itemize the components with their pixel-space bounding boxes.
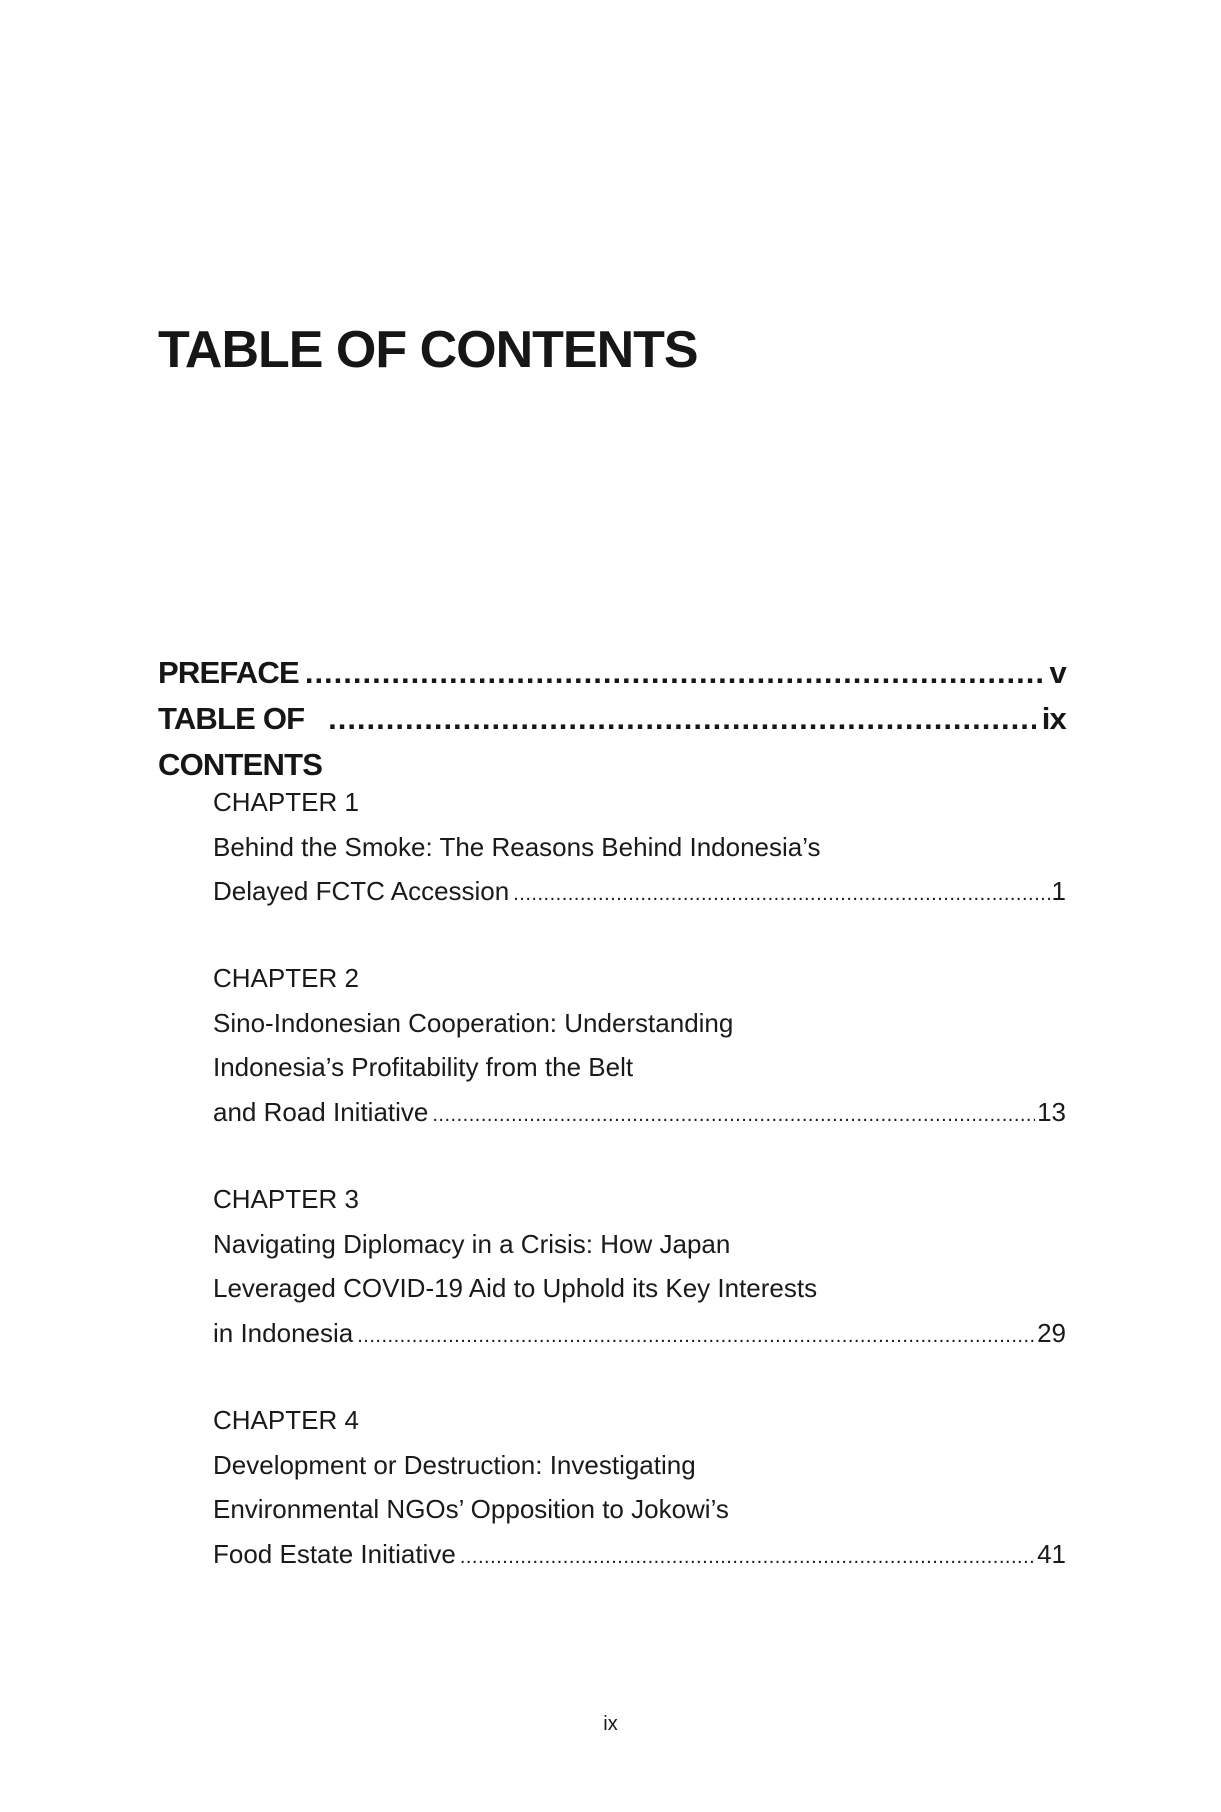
chapter-page: 29 xyxy=(1037,1317,1066,1348)
dot-leader xyxy=(357,1314,1035,1359)
chapter-entry-4[interactable] xyxy=(213,1398,1066,1579)
chapter-title-last-line xyxy=(213,1532,1066,1580)
chapter-title-line: Development or Destruction: Investigating xyxy=(213,1449,696,1480)
chapter-title-line: Environmental NGOs’ Opposition to Jokowi’s xyxy=(213,1494,729,1524)
toc-entry-page: ix xyxy=(1041,701,1066,736)
chapter-title-text: Food Estate Initiative xyxy=(213,1538,456,1569)
chapter-title-line: Behind the Smoke: The Reasons Behind Indonesia’s xyxy=(213,831,821,862)
chapter-title-line: Indonesia’s Profitability from the Belt xyxy=(213,1052,634,1082)
chapter-label: CHAPTER 3 xyxy=(213,1184,359,1214)
footer-page-number: ix xyxy=(603,1713,618,1735)
chapter-entry-1[interactable] xyxy=(213,780,1066,917)
toc-entry-page: v xyxy=(1049,655,1066,690)
chapter-label: CHAPTER 1 xyxy=(213,787,359,817)
toc-entry-label: TABLE OF CONTENTS xyxy=(158,701,323,782)
toc-entry-table-of-contents[interactable] xyxy=(158,696,1066,788)
chapter-label: CHAPTER 4 xyxy=(213,1405,359,1435)
chapter-entry-3[interactable] xyxy=(213,1177,1066,1358)
dot-leader xyxy=(513,872,1049,917)
chapter-entry-2[interactable] xyxy=(213,956,1066,1137)
dot-leader xyxy=(305,650,1044,696)
chapter-title-last-line xyxy=(213,1311,1066,1359)
toc-entry-label: PREFACE xyxy=(158,655,299,690)
chapter-label: CHAPTER 2 xyxy=(213,963,359,993)
chapter-title-text: Delayed FCTC Accession xyxy=(213,876,510,906)
chapter-title-line: Sino-Indonesian Cooperation: Understanding xyxy=(213,1007,734,1038)
dot-leader xyxy=(460,1535,1035,1580)
toc-entry-preface[interactable] xyxy=(158,650,1066,696)
dot-leader xyxy=(328,696,1036,742)
chapter-title-text: and Road Initiative xyxy=(213,1096,429,1127)
chapter-page: 13 xyxy=(1037,1096,1066,1127)
chapter-title-line: Leveraged COVID-19 Aid to Uphold its Key Interests xyxy=(213,1273,818,1303)
chapter-title-text: in Indonesia xyxy=(213,1317,354,1348)
chapter-page: 41 xyxy=(1037,1538,1066,1569)
page-title: TABLE OF CONTENTS xyxy=(158,321,698,379)
dot-leader xyxy=(432,1093,1035,1138)
chapter-page: 1 xyxy=(1051,876,1066,906)
chapter-title-last-line xyxy=(213,1090,1066,1138)
chapter-title-last-line xyxy=(213,869,1066,917)
chapter-title-line: Navigating Diplomacy in a Crisis: How Japan xyxy=(213,1228,731,1259)
